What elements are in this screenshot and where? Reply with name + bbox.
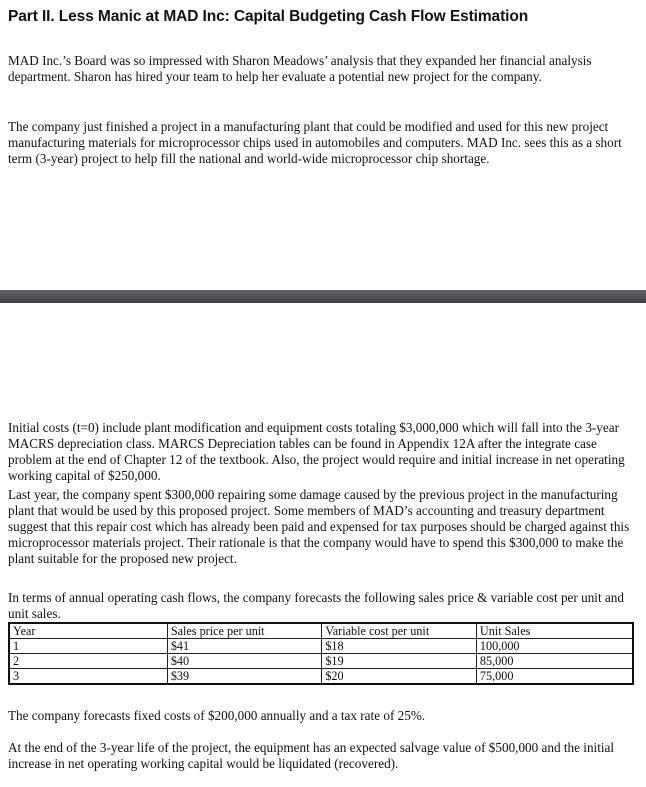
fixed-costs-paragraph: The company forecasts fixed costs of $200,000 annually and a tax rate of 25%. bbox=[8, 708, 426, 723]
header-sales-price: Sales price per unit bbox=[167, 623, 322, 639]
intro-paragraph: MAD Inc.’s Board was so impressed with Sharon Meadows’ analysis that they expanded her financial analysis department. Sharon has hired your team to help her evaluate a potential new project for the company. bbox=[8, 53, 592, 84]
cell-year: 2 bbox=[9, 654, 167, 669]
table-row bbox=[9, 639, 633, 654]
cell-variable-cost: $18 bbox=[322, 639, 477, 654]
table-row bbox=[9, 669, 633, 685]
table-header-row bbox=[9, 623, 633, 639]
cell-unit-sales: 100,000 bbox=[476, 639, 633, 654]
salvage-paragraph: At the end of the 3-year life of the project, the equipment has an expected salvage value of $500,000 and the initial increase in net operating working capital would be liquidated (recovered). bbox=[8, 740, 615, 771]
initial-costs-paragraph: Initial costs (t=0) include plant modification and equipment costs totaling $3,000,000 which will fall into the 3-year MACRS depreciation class. MARCS Depreciation tables can be found in Appendix 12A after the integrate case problem at the end of Chapter 12 of the textbook. Also, the project would require and initial increase in net operating working capital of $250,000. bbox=[8, 420, 625, 483]
table-row bbox=[9, 654, 633, 669]
project-paragraph: The company just finished a project in a manufacturing plant that could be modified and used for this new project manufacturing materials for microprocessor chips used in automobiles and computers. MAD Inc. sees this as a short term (3-year) project to help fill the national and world-wide microprocessor chip shortage. bbox=[8, 119, 622, 166]
page-title: Part II. Less Manic at MAD Inc: Capital Budgeting Cash Flow Estimation bbox=[8, 8, 529, 25]
cell-sales-price: $41 bbox=[167, 639, 322, 654]
cell-year: 3 bbox=[9, 669, 167, 685]
header-unit-sales: Unit Sales bbox=[476, 623, 633, 639]
section-divider bbox=[0, 290, 646, 303]
cell-year: 1 bbox=[9, 639, 167, 654]
cell-unit-sales: 85,000 bbox=[476, 654, 633, 669]
cell-sales-price: $40 bbox=[167, 654, 322, 669]
forecast-intro-paragraph: In terms of annual operating cash flows, the company forecasts the following sales price & variable cost per unit and unit sales. bbox=[8, 590, 624, 621]
forecast-table bbox=[8, 622, 634, 685]
cell-unit-sales: 75,000 bbox=[476, 669, 633, 685]
cell-sales-price: $39 bbox=[167, 669, 322, 685]
header-year: Year bbox=[9, 623, 167, 639]
cell-variable-cost: $20 bbox=[322, 669, 477, 685]
cell-variable-cost: $19 bbox=[322, 654, 477, 669]
last-year-paragraph: Last year, the company spent $300,000 repairing some damage caused by the previous project in the manufacturing plant that would be used by this proposed project. Some members of MAD’s accounting and treasury department suggest that this repair cost which has already been paid and expensed for tax purposes should be charged against this microprocessor materials project. Their rationale is that the company would have to spend this $300,000 to make the plant suitable for the proposed new project. bbox=[8, 487, 630, 566]
header-variable-cost: Variable cost per unit bbox=[322, 623, 477, 639]
